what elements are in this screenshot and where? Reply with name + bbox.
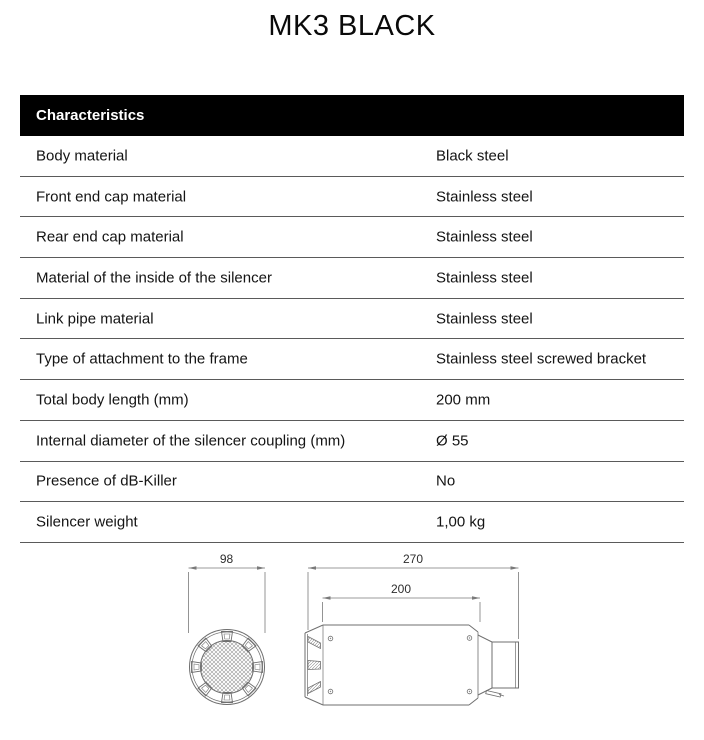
dimension-text: 270	[402, 552, 424, 566]
table-row	[20, 299, 684, 340]
row-value: Stainless steel	[436, 188, 533, 206]
table-row	[20, 380, 684, 421]
table-row	[20, 502, 684, 543]
technical-drawing	[0, 540, 704, 740]
outlet-pipe	[478, 635, 519, 695]
page-title: MK3 BLACK	[268, 10, 436, 42]
table-row	[20, 339, 684, 380]
row-value: Stainless steel	[436, 269, 533, 287]
dimension-arrow	[472, 596, 480, 600]
table-header: Characteristics	[20, 95, 684, 136]
dimension-arrow	[189, 566, 197, 570]
row-label: Presence of dB-Killer	[36, 472, 177, 490]
mesh-circle	[201, 641, 254, 694]
body-screws	[328, 636, 472, 694]
characteristics-table	[20, 95, 684, 543]
row-value: Stainless steel	[436, 310, 533, 328]
row-value: 200 mm	[436, 391, 491, 409]
table-row	[20, 462, 684, 503]
row-value: No	[436, 472, 456, 490]
row-label: Internal diameter of the silencer coupling (mm)	[36, 432, 346, 450]
dimension-arrow	[308, 566, 316, 570]
row-label: Material of the inside of the silencer	[36, 269, 272, 287]
row-label: Front end cap material	[36, 188, 187, 206]
row-value: 1,00 kg	[436, 513, 486, 531]
mounting-hook	[486, 691, 504, 698]
dimension-arrow	[511, 566, 519, 570]
table-row	[20, 258, 684, 299]
dimension-arrow	[257, 566, 265, 570]
dimension-arrow	[323, 596, 331, 600]
dimension-270	[308, 552, 519, 639]
table-row	[20, 177, 684, 218]
silencer-side-view	[305, 625, 519, 705]
silencer-body	[323, 625, 478, 705]
table-row	[20, 421, 684, 462]
row-label: Body material	[36, 147, 128, 165]
row-label: Type of attachment to the frame	[36, 350, 248, 368]
row-value: Stainless steel	[436, 228, 533, 246]
inlet-tab	[308, 637, 321, 649]
row-value: Black steel	[436, 147, 509, 165]
silencer-front-view	[190, 630, 265, 705]
row-label: Rear end cap material	[36, 228, 184, 246]
dimension-98	[189, 552, 266, 633]
inlet-tab	[308, 682, 321, 694]
row-value: Stainless steel screwed bracket	[436, 350, 647, 368]
table-row	[20, 136, 684, 177]
row-label: Silencer weight	[36, 513, 138, 531]
inlet-tab	[308, 661, 321, 670]
dimension-text: 200	[390, 582, 412, 596]
row-value: Ø 55	[436, 432, 469, 450]
row-label: Total body length (mm)	[36, 391, 189, 409]
dimension-text: 98	[219, 552, 234, 566]
dimension-200	[323, 582, 481, 622]
inlet-end	[305, 625, 323, 705]
table-row	[20, 217, 684, 258]
row-label: Link pipe material	[36, 310, 154, 328]
